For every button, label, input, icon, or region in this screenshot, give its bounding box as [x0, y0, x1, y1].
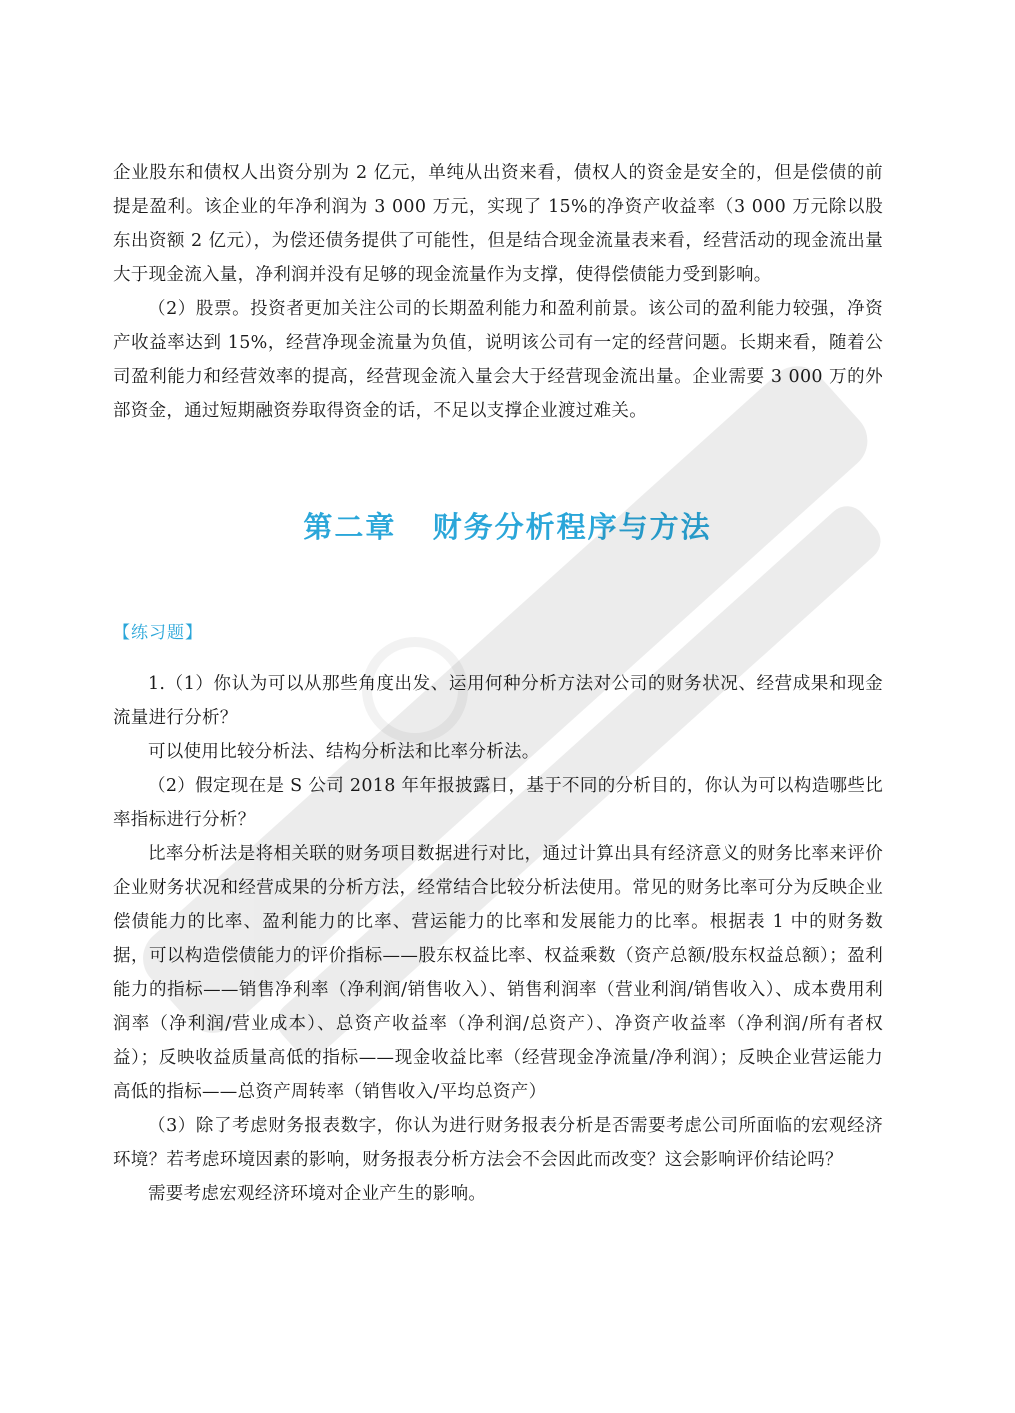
exercise-text-block	[113, 667, 883, 1211]
question-1-3: （3）除了考虑财务报表数字，你认为进行财务报表分析是否需要考虑公司所面临的宏观经济环境？若考虑环境因素的影响，财务报表分析方法会不会因此而改变？这会影响评价结论吗？	[113, 1116, 883, 1170]
question-1-1: 1.（1）你认为可以从那些角度出发、运用何种分析方法对公司的财务状况、经营成果和现金流量进行分析？	[113, 674, 883, 728]
question-1-2: （2）假定现在是 S 公司 2018 年年报披露日，基于不同的分析目的，你认为可以构造哪些比率指标进行分析？	[113, 776, 883, 830]
answer-1-2: 比率分析法是将相关联的财务项目数据进行对比，通过计算出具有经济意义的财务比率来评价企业财务状况和经营成果的分析方法，经常结合比较分析法使用。常见的财务比率可分为反映企业偿债能力的比率、盈利能力的比率、营运能力的比率和发展能力的比率。根据表 1 中的财务数据，可以构造偿债能力的评价指标——股东权益比率、权益乘数（资产总额/股东权益总额）；盈利能力的指标——销售净利率（净利润/销售收入）、销售利润率（营业利润/销售收入）、成本费用利润率（净利润/营业成本）、总资产收益率（净利润/总资产）、净资产收益率（净利润/所有者权益）；反映收益质量高低的指标——现金收益比率（经营现金净流量/净利润）；反映企业营运能力高低的指标——总资产周转率（销售收入/平均总资产）	[113, 844, 883, 1102]
exercise-section-label: 【练习题】	[113, 623, 203, 643]
paragraph-creditor-analysis: 企业股东和债权人出资分别为 2 亿元，单纯从出资来看，债权人的资金是安全的，但是偿债的前提是盈利。该企业的年净利润为 3 000 万元，实现了 15%的净资产收益率（3 000 万元除以股东出资额 2 亿元），为偿还债务提供了可能性，但是结合现金流量表来看，经营活动的现金流出量大于现金流入量，净利润并没有足够的现金流量作为支撑，使得偿债能力受到影响。	[113, 163, 883, 285]
chapter-title: 第二章 财务分析程序与方法	[303, 510, 712, 544]
answer-1-3: 需要考虑宏观经济环境对企业产生的影响。	[148, 1184, 487, 1204]
top-text-block	[113, 156, 883, 428]
answer-1-1: 可以使用比较分析法、结构分析法和比率分析法。	[148, 742, 540, 762]
paragraph-stock-analysis: （2）股票。投资者更加关注公司的长期盈利能力和盈利前景。该公司的盈利能力较强，净资产收益率达到 15%，经营净现金流量为负值，说明该公司有一定的经营问题。长期来看，随着公司盈利能力和经营效率的提高，经营现金流入量会大于经营现金流出量。企业需要 3 000 万的外部资金，通过短期融资券取得资金的话，不足以支撑企业渡过难关。	[113, 299, 883, 421]
